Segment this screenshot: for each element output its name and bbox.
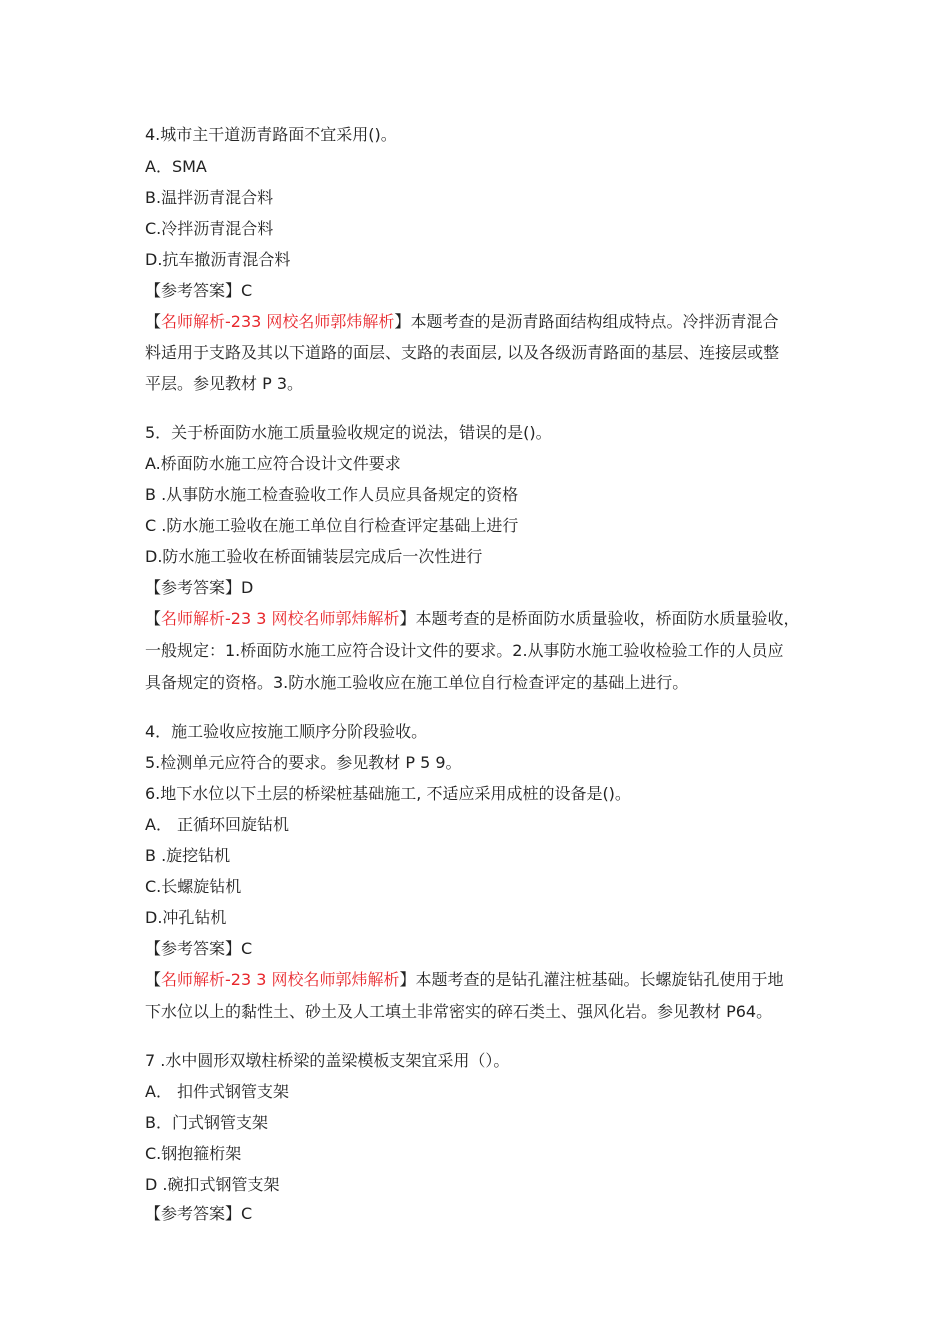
analysis-label: 名师解析-23 3 网校名师郭炜解析	[161, 609, 400, 628]
question-5-option-c: C .防水施工验收在施工单位自行检查评定基础上进行	[145, 516, 519, 535]
question-4-option-b: B.温拌沥青混合料	[145, 188, 274, 207]
question-4-analysis-line-1	[145, 311, 778, 333]
question-5-analysis-line-2: 一般规定：1.桥面防水施工应符合设计文件的要求。2.从事防水施工验收检验工作的人员应	[145, 641, 784, 660]
question-4-option-d: D.抗车撤沥青混合料	[145, 250, 291, 269]
question-4-option-a: A．SMA	[145, 157, 207, 176]
question-5-analysis-line-3: 具备规定的资格。3.防水施工验收应在施工单位自行检查评定的基础上进行。	[145, 673, 689, 692]
question-7-option-c: C.钢抱箍桁架	[145, 1144, 242, 1163]
question-5-continuation-5: 5.检测单元应符合的要求。参见教材 P 5 9。	[145, 753, 462, 772]
question-6-option-a: A． 正循环回旋钻机	[145, 815, 290, 834]
question-7-option-b: B．门式钢管支架	[145, 1113, 268, 1132]
question-4-answer: 【参考答案】C	[145, 281, 253, 300]
question-5-analysis-line-1	[145, 608, 800, 630]
analysis-text: 本题考查的是沥青路面结构组成特点。冷拌沥青混合	[410, 312, 779, 331]
question-5-answer: 【参考答案】D	[145, 578, 254, 597]
question-5-stem: 5．关于桥面防水施工质量验收规定的说法，错误的是()。	[145, 423, 552, 442]
question-7-option-d: D .碗扣式钢管支架	[145, 1175, 280, 1194]
question-4-analysis-line-2: 料适用于支路及其以下道路的面层、支路的表面层, 以及各级沥青路面的基层、连接层或整	[145, 343, 780, 362]
question-6-analysis-line-1	[145, 969, 784, 991]
question-6-answer: 【参考答案】C	[145, 939, 253, 958]
question-5-option-a: A.桥面防水施工应符合设计文件要求	[145, 454, 401, 473]
question-6-option-d: D.冲孔钻机	[145, 908, 227, 927]
question-7-option-a: A． 扣件式钢管支架	[145, 1082, 290, 1101]
question-6-analysis-line-2: 下水位以上的黏性土、砂土及人工填土非常密实的碎石类土、强风化岩。参见教材 P64。	[145, 1002, 773, 1021]
question-6-option-c: C.长螺旋钻机	[145, 877, 242, 896]
analysis-open-bracket: 【	[145, 609, 162, 628]
analysis-close-bracket: 】	[399, 970, 416, 989]
analysis-open-bracket: 【	[145, 970, 162, 989]
analysis-label: 名师解析-23 3 网校名师郭炜解析	[161, 970, 400, 989]
question-7-answer: 【参考答案】C	[145, 1204, 253, 1223]
question-4-option-c: C.冷拌沥青混合料	[145, 219, 274, 238]
analysis-text: 本题考查的是钻孔灌注桩基础。长螺旋钻孔使用于地	[415, 970, 784, 989]
question-6-option-b: B .旋挖钻机	[145, 846, 231, 865]
analysis-close-bracket: 】	[394, 312, 411, 331]
question-5-option-d: D.防水施工验收在桥面铺装层完成后一次性进行	[145, 547, 483, 566]
analysis-open-bracket: 【	[145, 312, 162, 331]
question-6-stem: 6.地下水位以下土层的桥梁桩基础施工, 不适应采用成桩的设备是()。	[145, 784, 631, 803]
analysis-label: 名师解析-233 网校名师郭炜解析	[161, 312, 395, 331]
analysis-text: 本题考查的是桥面防水质量验收，桥面防水质量验收，	[415, 609, 800, 628]
question-7-stem: 7 .水中圆形双墩柱桥梁的盖梁模板支架宜采用（）。	[145, 1051, 510, 1070]
question-5-option-b: B .从事防水施工检查验收工作人员应具备规定的资格	[145, 485, 519, 504]
question-5-continuation-4: 4．施工验收应按施工顺序分阶段验收。	[145, 722, 428, 741]
analysis-close-bracket: 】	[399, 609, 416, 628]
question-4-analysis-line-3: 平层。参见教材 P 3。	[145, 374, 304, 393]
question-4-stem: 4.城市主干道沥青路面不宜采用()。	[145, 125, 397, 144]
